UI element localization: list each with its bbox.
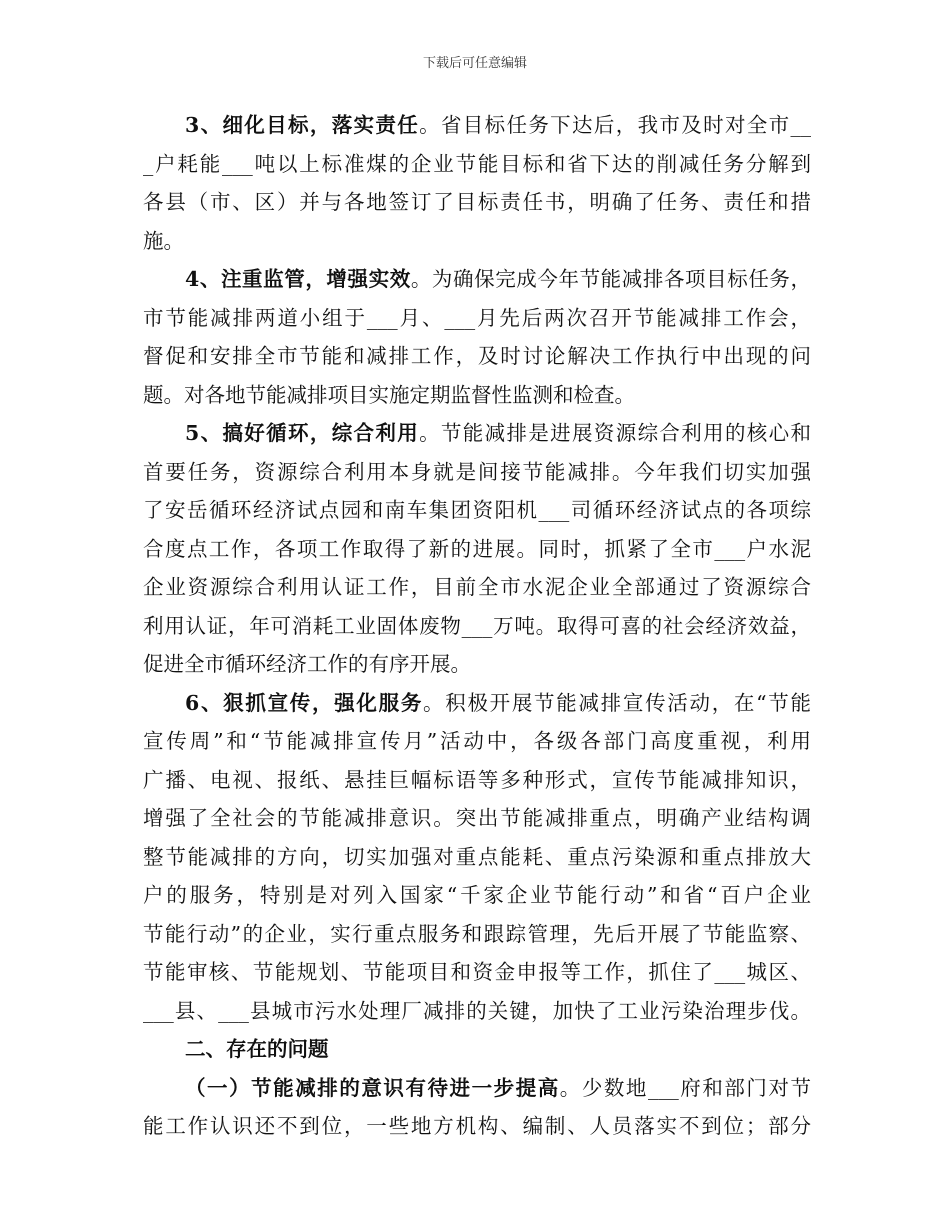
body-text: 。节能减排是进展资源综合利用的核心和 — [419, 421, 812, 445]
body-text: 首要任务，资源综合利用本身就是间接节能减排。今年我们切实加强 — [143, 459, 811, 484]
body-text: 能工作认识还不到位，一些地方机构、编制、人员落实不到位；部分 — [143, 1114, 811, 1138]
body-text: 企业资源综合利用认证工作，目前全市水泥企业全部通过了资源综合 — [143, 575, 811, 599]
text-line — [143, 337, 811, 376]
text-line — [143, 607, 811, 646]
text-line — [143, 568, 811, 607]
bold-heading: 二、存在的问题 — [185, 1037, 329, 1061]
text-line — [143, 222, 811, 261]
body-text: 增强了全社会的节能减排意识。突出节能减排重点，明确产业结构调 — [143, 806, 811, 830]
body-text: 题。对各地节能减排项目实施定期监督性监测和检查。 — [143, 382, 635, 407]
text-line — [143, 145, 811, 184]
text-line — [143, 876, 811, 915]
body-text: 合度点工作，各项工作取得了新的进展。同时，抓紧了全市___户水泥 — [143, 536, 811, 561]
body-text: 。为确保完成今年节能减排各项目标任务， — [410, 267, 812, 291]
bold-heading: 3、细化目标，落实责任 — [185, 113, 420, 137]
text-line — [143, 761, 811, 800]
text-line — [143, 799, 811, 838]
document-body — [143, 106, 811, 1146]
text-line — [143, 1069, 811, 1108]
text-line — [143, 953, 811, 992]
body-text: 各县（市、区）并与各地签订了目标责任书，明确了任务、责任和措 — [143, 190, 811, 214]
body-text: 户的服务，特别是对列入国家“千家企业节能行动”和省“百户企业 — [143, 883, 811, 907]
text-line — [143, 376, 811, 415]
body-text: 利用认证，年可消耗工业固体废物___万吨。取得可喜的社会经济效益， — [143, 613, 811, 638]
body-text: 。省目标任务下达后，我市及时对全市__ — [419, 113, 812, 137]
body-text: 促进全市循环经济工作的有序开展。 — [143, 652, 471, 676]
text-line — [143, 530, 811, 569]
body-text: 了安岳循环经济试点园和南车集团资阳机___司循环经济试点的各项综 — [143, 498, 811, 522]
text-line — [143, 106, 811, 145]
text-line — [143, 260, 811, 299]
body-text: ___县、___县城市污水处理厂减排的关键，加快了工业污染治理步伐。 — [143, 998, 811, 1023]
text-line — [143, 453, 811, 492]
body-text: 广播、电视、报纸、悬挂巨幅标语等多种形式，宣传节能减排知识， — [143, 767, 811, 792]
body-text: _户耗能___吨以上标准煤的企业节能目标和省下达的削减任务分解到 — [143, 151, 811, 176]
text-line — [143, 992, 811, 1031]
text-line — [143, 414, 811, 453]
text-line — [143, 645, 811, 684]
bold-heading: 4、注重监管，增强实效 — [185, 267, 411, 291]
body-text: 督促和安排全市节能和减排工作，及时讨论解决工作执行中出现的问 — [143, 344, 811, 368]
text-line — [143, 838, 811, 877]
body-text: 施。 — [143, 228, 184, 253]
text-line — [143, 915, 811, 954]
page-header: 下载后可任意编辑 — [422, 56, 527, 71]
text-line — [143, 183, 811, 222]
text-line — [143, 299, 811, 338]
bold-heading: （一）节能减排的意识有待进一步提高 — [185, 1075, 560, 1100]
text-line — [143, 491, 811, 530]
text-line — [143, 722, 811, 761]
body-text: 。少数地___府和部门对节 — [559, 1075, 812, 1100]
bold-heading: 6、狠抓宣传，强化服务 — [185, 690, 424, 715]
text-line — [143, 1107, 811, 1146]
text-line — [143, 684, 811, 723]
body-text: 。积极开展节能减排宣传活动，在“节能 — [423, 690, 812, 715]
body-text: 节能审核、节能规划、节能项目和资金申报等工作，抓住了___城区、 — [143, 960, 811, 984]
body-text: 宣传周”和“节能减排宣传月”活动中，各级各部门高度重视，利用 — [143, 729, 811, 753]
bold-heading: 5、搞好循环，综合利用 — [185, 421, 420, 445]
body-text: 市节能减排两道小组于___月、___月先后两次召开节能减排工作会， — [143, 305, 811, 330]
text-line — [143, 1030, 811, 1069]
body-text: 整节能减排的方向，切实加强对重点能耗、重点污染源和重点排放大 — [143, 844, 811, 869]
body-text: 节能行动”的企业，实行重点服务和跟踪管理，先后开展了节能监察、 — [143, 921, 811, 946]
